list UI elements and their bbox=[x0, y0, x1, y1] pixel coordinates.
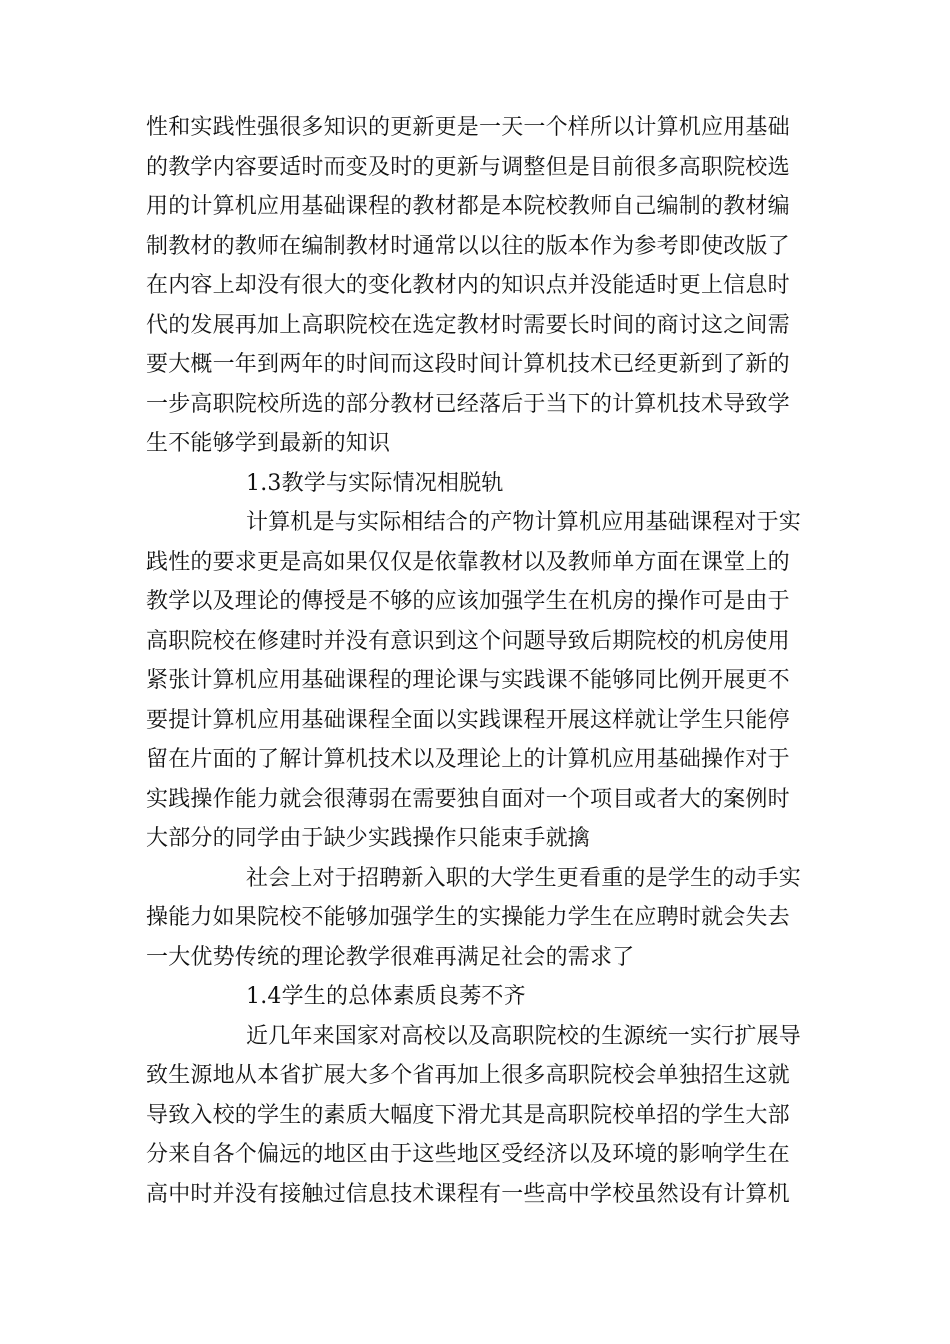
text-line: 大部分的同学由于缺少实践操作只能束手就擒 bbox=[146, 826, 591, 851]
text-line: 的教学内容要适时而变及时的更新与调整但是目前很多高职院校选 bbox=[146, 154, 790, 180]
text-line: 分来自各个偏远的地区由于这些地区受经济以及环境的影响学生在 bbox=[146, 1142, 790, 1167]
text-line: 高中时并没有接触过信息技术课程有一些高中学校虽然设有计算机 bbox=[146, 1181, 790, 1207]
text-line: 实践操作能力就会很薄弱在需要独自面对一个项目或者大的案例时 bbox=[146, 786, 790, 812]
text-line: 践性的要求更是高如果仅仅是依靠教材以及教师单方面在课堂上的 bbox=[146, 549, 790, 575]
section-heading: 1.3教学与实际情况相脱轨 bbox=[246, 470, 504, 496]
text-line: 在内容上却没有很大的变化教材内的知识点并没能适时更上信息时 bbox=[146, 273, 790, 298]
text-line: 要提计算机应用基础课程全面以实践课程开展这样就让学生只能停 bbox=[146, 707, 790, 733]
document-body bbox=[146, 108, 812, 1214]
text-line: 导致入校的学生的素质大幅度下滑尤其是高职院校单招的学生大部 bbox=[146, 1102, 790, 1128]
text-line: 高职院校在修建时并没有意识到这个问题导致后期院校的机房使用 bbox=[146, 628, 790, 654]
text-line: 用的计算机应用基础课程的教材都是本院校教师自己编制的教材编 bbox=[146, 194, 790, 219]
text-line: 致生源地从本省扩展大多个省再加上很多高职院校会单独招生这就 bbox=[146, 1063, 790, 1088]
text-line: 近几年来国家对高校以及高职院校的生源统一实行扩展导 bbox=[246, 1023, 802, 1049]
text-line: 生不能够学到最新的知识 bbox=[146, 431, 391, 456]
text-line: 计算机是与实际相结合的产物计算机应用基础课程对于实 bbox=[246, 510, 802, 535]
text-line: 一步高职院校所选的部分教材已经落后于当下的计算机技术导致学 bbox=[146, 391, 790, 417]
text-line: 社会上对于招聘新入职的大学生更看重的是学生的动手实 bbox=[246, 865, 802, 891]
text-line: 一大优势传统的理论教学很难再满足社会的需求了 bbox=[146, 944, 635, 970]
text-line: 要大概一年到两年的时间而这段时间计算机技术已经更新到了新的 bbox=[146, 352, 790, 377]
text-line: 教学以及理论的傳授是不够的应该加强学生在机房的操作可是由于 bbox=[146, 589, 790, 614]
text-line: 操能力如果院校不能够加强学生的实操能力学生在应聘时就会失去 bbox=[146, 905, 790, 930]
text-line: 紧张计算机应用基础课程的理论课与实践课不能够同比例开展更不 bbox=[146, 668, 790, 693]
text-line: 性和实践性强很多知识的更新更是一天一个样所以计算机应用基础 bbox=[146, 115, 790, 140]
text-line: 制教材的教师在编制教材时通常以以往的版本作为参考即使改版了 bbox=[146, 233, 790, 259]
section-heading: 1.4学生的总体素质良莠不齐 bbox=[246, 984, 526, 1009]
text-line: 代的发展再加上高职院校在选定教材时需要长时间的商讨这之间需 bbox=[146, 312, 790, 338]
text-line: 留在片面的了解计算机技术以及理论上的计算机应用基础操作对于 bbox=[146, 747, 790, 772]
